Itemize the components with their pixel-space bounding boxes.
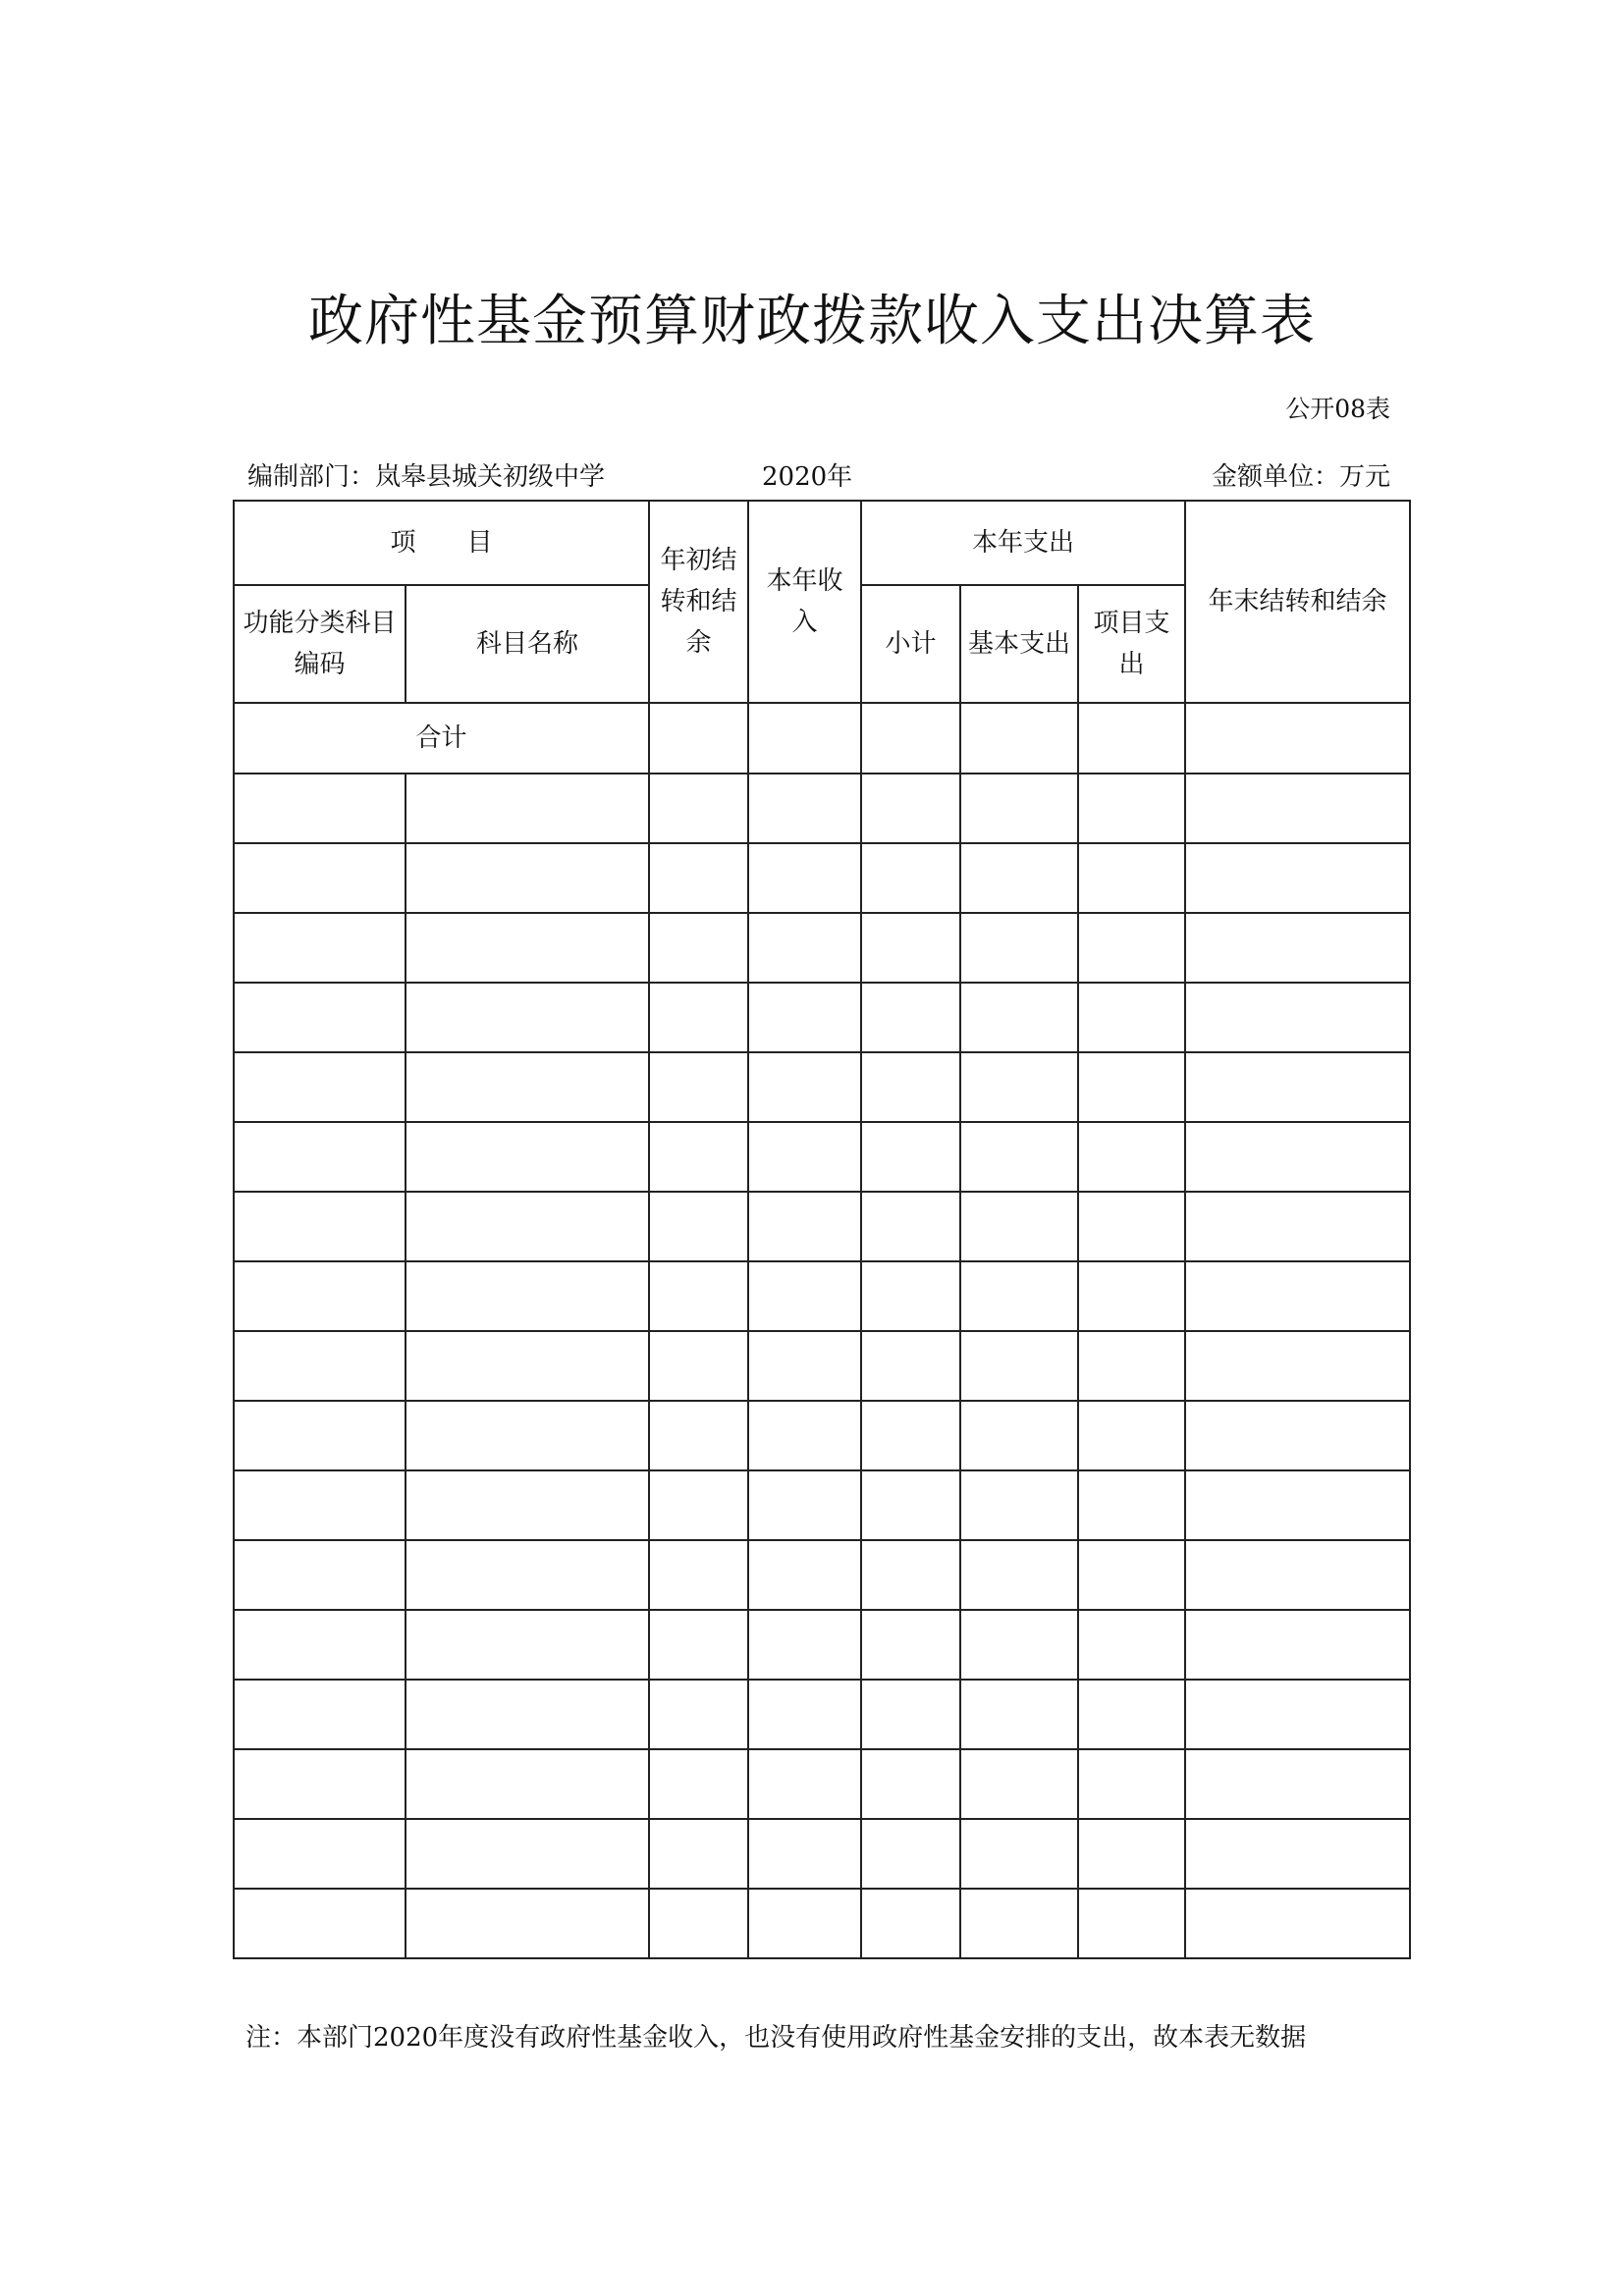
table-cell	[748, 1749, 861, 1819]
table-row	[234, 1889, 1410, 1958]
table-cell	[1185, 1610, 1410, 1680]
total-cell	[748, 703, 861, 774]
total-cell	[649, 703, 748, 774]
table-cell	[234, 1192, 406, 1261]
header-expense: 本年支出	[861, 501, 1185, 585]
table-cell	[748, 1680, 861, 1749]
table-cell	[861, 1610, 960, 1680]
department-label: 编制部门：岚皋县城关初级中学	[247, 462, 606, 492]
table-cell	[861, 983, 960, 1052]
table-cell	[1185, 843, 1410, 913]
table-cell	[861, 1261, 960, 1331]
table-cell	[234, 1052, 406, 1122]
table-cell	[861, 1122, 960, 1192]
table-row	[234, 1192, 1410, 1261]
table-cell	[748, 1470, 861, 1540]
table-cell	[748, 1819, 861, 1889]
table-cell	[748, 774, 861, 843]
table-cell	[1185, 1052, 1410, 1122]
table-cell	[861, 843, 960, 913]
table-cell	[1078, 1401, 1185, 1470]
table-cell	[748, 1052, 861, 1122]
table-cell	[406, 1052, 649, 1122]
table-cell	[406, 1819, 649, 1889]
table-cell	[234, 1749, 406, 1819]
header-begin-balance: 年初结转和结余	[649, 501, 748, 703]
table-cell	[649, 1401, 748, 1470]
table-row	[234, 1401, 1410, 1470]
table-cell	[861, 1540, 960, 1610]
table-cell	[861, 1331, 960, 1401]
table-cell	[649, 1331, 748, 1401]
table-cell	[649, 1610, 748, 1680]
table-cell	[1078, 1470, 1185, 1540]
table-cell	[960, 1749, 1078, 1819]
table-cell	[748, 1889, 861, 1958]
table-cell	[234, 1261, 406, 1331]
table-cell	[748, 1540, 861, 1610]
table-cell	[1185, 1401, 1410, 1470]
table-row	[234, 1122, 1410, 1192]
table-cell	[406, 1401, 649, 1470]
table-cell	[234, 983, 406, 1052]
total-cell	[1185, 703, 1410, 774]
table-cell	[1078, 1749, 1185, 1819]
table-cell	[1185, 913, 1410, 983]
table-cell	[960, 1819, 1078, 1889]
table-cell	[1078, 1610, 1185, 1680]
table-cell	[234, 1470, 406, 1540]
table-cell	[960, 1052, 1078, 1122]
table-cell	[748, 1192, 861, 1261]
table-cell	[406, 913, 649, 983]
table-cell	[1185, 1749, 1410, 1819]
table-cell	[649, 774, 748, 843]
table-cell	[960, 843, 1078, 913]
table-row	[234, 913, 1410, 983]
budget-table	[233, 500, 1411, 1959]
table-cell	[748, 983, 861, 1052]
table-cell	[960, 1331, 1078, 1401]
table-cell	[960, 1192, 1078, 1261]
table-cell	[1078, 913, 1185, 983]
table-cell	[861, 774, 960, 843]
table-cell	[748, 1122, 861, 1192]
table-cell	[406, 1540, 649, 1610]
table-cell	[1185, 1889, 1410, 1958]
table-cell	[861, 1192, 960, 1261]
table-cell	[960, 1680, 1078, 1749]
header-subject-name: 科目名称	[406, 585, 649, 703]
table-cell	[649, 1680, 748, 1749]
table-cell	[406, 1470, 649, 1540]
table-cell	[234, 1122, 406, 1192]
table-cell	[960, 1401, 1078, 1470]
table-cell	[960, 1470, 1078, 1540]
table-cell	[1185, 1261, 1410, 1331]
table-cell	[1078, 1889, 1185, 1958]
table-cell	[649, 913, 748, 983]
table-row	[234, 1819, 1410, 1889]
table-cell	[234, 1331, 406, 1401]
unit-label: 金额单位：万元	[1211, 462, 1390, 492]
table-cell	[649, 1749, 748, 1819]
table-cell	[861, 1470, 960, 1540]
table-cell	[406, 1261, 649, 1331]
table-row	[234, 1680, 1410, 1749]
table-cell	[1185, 774, 1410, 843]
table-cell	[1078, 983, 1185, 1052]
table-cell	[960, 1889, 1078, 1958]
table-cell	[1078, 774, 1185, 843]
table-row	[234, 1331, 1410, 1401]
table-cell	[1078, 1680, 1185, 1749]
table-cell	[649, 1122, 748, 1192]
table-cell	[406, 983, 649, 1052]
table-row	[234, 1261, 1410, 1331]
table-cell	[234, 1819, 406, 1889]
table-cell	[234, 1889, 406, 1958]
table-cell	[748, 1610, 861, 1680]
header-subtotal: 小计	[861, 585, 960, 703]
table-cell	[1078, 1819, 1185, 1889]
table-cell	[234, 913, 406, 983]
table-cell	[1185, 1540, 1410, 1610]
table-cell	[1078, 1122, 1185, 1192]
table-cell	[1078, 843, 1185, 913]
page-title: 政府性基金预算财政拨款收入支出决算表	[308, 290, 1316, 353]
table-cell	[861, 1680, 960, 1749]
table-cell	[1185, 1470, 1410, 1540]
table-cell	[1185, 1122, 1410, 1192]
table-cell	[649, 1540, 748, 1610]
table-cell	[748, 1331, 861, 1401]
footnote: 注：本部门2020年度没有政府性基金收入，也没有使用政府性基金安排的支出，故本表无数据	[245, 2023, 1307, 2053]
table-cell	[406, 774, 649, 843]
table-cell	[406, 1749, 649, 1819]
table-cell	[960, 913, 1078, 983]
table-row	[234, 843, 1410, 913]
table-cell	[649, 1052, 748, 1122]
table-cell	[406, 1680, 649, 1749]
table-cell	[861, 1052, 960, 1122]
table-cell	[960, 1261, 1078, 1331]
table-cell	[748, 913, 861, 983]
table-cell	[649, 983, 748, 1052]
table-cell	[1185, 1819, 1410, 1889]
table-row	[234, 1052, 1410, 1122]
table-cell	[406, 1889, 649, 1958]
total-cell	[861, 703, 960, 774]
total-cell	[1078, 703, 1185, 774]
table-row	[234, 1540, 1410, 1610]
table-cell	[861, 1889, 960, 1958]
table-cell	[1078, 1331, 1185, 1401]
table-cell	[748, 1401, 861, 1470]
year-label: 2020年	[762, 462, 853, 492]
header-row-1	[234, 501, 1410, 585]
table-cell	[406, 1122, 649, 1192]
table-cell	[1185, 983, 1410, 1052]
table-cell	[960, 1122, 1078, 1192]
table-cell	[649, 843, 748, 913]
table-cell	[649, 1192, 748, 1261]
total-label: 合计	[234, 703, 649, 774]
total-row	[234, 703, 1410, 774]
header-basic-expense: 基本支出	[960, 585, 1078, 703]
table-cell	[234, 1401, 406, 1470]
table-cell	[960, 1540, 1078, 1610]
table-cell	[649, 1819, 748, 1889]
table-row	[234, 774, 1410, 843]
table-row	[234, 1470, 1410, 1540]
table-cell	[1078, 1540, 1185, 1610]
table-number: 公开08表	[1285, 395, 1390, 423]
table-cell	[1078, 1261, 1185, 1331]
table-cell	[234, 1610, 406, 1680]
total-cell	[960, 703, 1078, 774]
header-item: 项 目	[234, 501, 649, 585]
table-cell	[1185, 1680, 1410, 1749]
table-cell	[960, 983, 1078, 1052]
header-end-balance: 年末结转和结余	[1185, 501, 1410, 703]
table-cell	[960, 774, 1078, 843]
table-cell	[1185, 1192, 1410, 1261]
table-cell	[748, 843, 861, 913]
table-cell	[649, 1261, 748, 1331]
table-cell	[406, 1331, 649, 1401]
header-func-code: 功能分类科目编码	[234, 585, 406, 703]
table-cell	[861, 1819, 960, 1889]
table-cell	[406, 843, 649, 913]
table-cell	[234, 843, 406, 913]
header-income: 本年收入	[748, 501, 861, 703]
table-row	[234, 1749, 1410, 1819]
table-cell	[406, 1192, 649, 1261]
table-cell	[234, 1680, 406, 1749]
table-cell	[649, 1889, 748, 1958]
table-cell	[649, 1470, 748, 1540]
table-cell	[1078, 1052, 1185, 1122]
table-cell	[748, 1261, 861, 1331]
table-cell	[234, 774, 406, 843]
table-cell	[861, 1401, 960, 1470]
table-cell	[1185, 1331, 1410, 1401]
table-row	[234, 1610, 1410, 1680]
table-cell	[1078, 1192, 1185, 1261]
table-cell	[861, 1749, 960, 1819]
table-cell	[234, 1540, 406, 1610]
table-cell	[406, 1610, 649, 1680]
table-cell	[861, 913, 960, 983]
table-cell	[960, 1610, 1078, 1680]
header-project-expense: 项目支出	[1078, 585, 1185, 703]
table-row	[234, 983, 1410, 1052]
